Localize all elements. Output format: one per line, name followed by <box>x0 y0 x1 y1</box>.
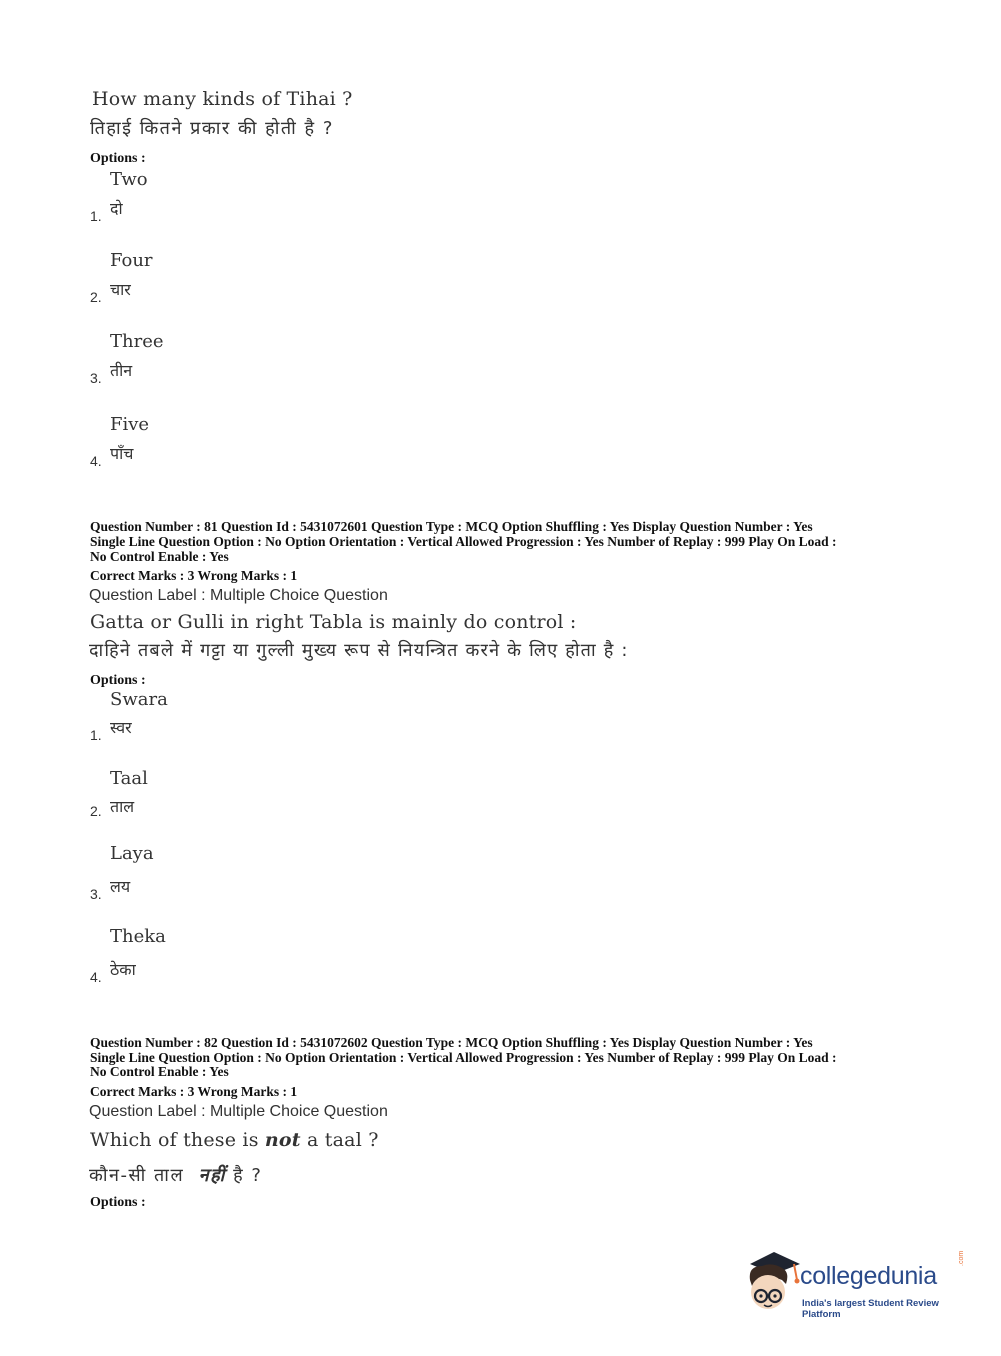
question-text: कौन-सी ताल <box>89 1165 185 1186</box>
question-text: Which of these is <box>90 1129 259 1151</box>
q81-options-label: Options : <box>90 673 146 688</box>
q81-question-label: Question Label : Multiple Choice Question <box>89 587 388 604</box>
brand-name: collegedunia <box>800 1262 937 1290</box>
option-number: 4. <box>90 969 102 985</box>
q82-meta-line-3: No Control Enable : Yes <box>90 1064 229 1079</box>
option-number: 1. <box>90 727 102 743</box>
option-hi: ठेका <box>110 960 136 979</box>
option-en: Laya <box>110 843 154 864</box>
q80-question-hi: तिहाई कितने प्रकार की होती है ? <box>90 118 334 139</box>
q81-question-en: Gatta or Gulli in right Tabla is mainly do control : <box>90 611 577 633</box>
option-hi: पाँच <box>110 444 134 463</box>
option-number: 3. <box>90 370 102 386</box>
option-hi: ताल <box>110 797 135 816</box>
option-en: Five <box>110 414 150 435</box>
brand-tagline: India's largest Student Review Platform <box>802 1298 939 1320</box>
option-en: Three <box>110 331 164 352</box>
question-text: a taal ? <box>307 1129 379 1151</box>
q81-meta-line-1: Question Number : 81 Question Id : 5431072601 Question Type : MCQ Option Shuffling : Yes Display Question Number : Yes <box>90 519 813 534</box>
option-en: Four <box>110 250 153 271</box>
option-hi: तीन <box>110 361 133 380</box>
option-number: 4. <box>90 453 102 469</box>
option-en: Taal <box>110 768 148 789</box>
option-hi: लय <box>110 877 131 896</box>
q81-meta-line-2: Single Line Question Option : No Option Orientation : Vertical Allowed Progression : Yes Number of Replay : 999 Play On Load : <box>90 534 837 549</box>
q80-question-en: How many kinds of Tihai ? <box>92 88 353 110</box>
q82-meta-line-2: Single Line Question Option : No Option Orientation : Vertical Allowed Progression : Yes Number of Replay : 999 Play On Load : <box>90 1050 837 1065</box>
option-hi: चार <box>110 280 131 299</box>
q82-question-en <box>90 1129 379 1151</box>
brand-logo <box>742 1250 972 1320</box>
brand-suffix: .com <box>958 1250 965 1266</box>
q82-question-label: Question Label : Multiple Choice Question <box>89 1103 388 1120</box>
q82-meta-line-1: Question Number : 82 Question Id : 5431072602 Question Type : MCQ Option Shuffling : Yes Display Question Number : Yes <box>90 1035 813 1050</box>
q82-options-label: Options : <box>90 1195 146 1210</box>
mascot-icon <box>742 1250 802 1320</box>
option-en: Theka <box>110 926 166 947</box>
q80-options-label: Options : <box>90 151 146 166</box>
question-text: है ? <box>233 1165 263 1186</box>
q82-marks: Correct Marks : 3 Wrong Marks : 1 <box>90 1084 298 1099</box>
option-number: 2. <box>90 803 102 819</box>
option-en: Two <box>110 169 148 190</box>
option-hi: दो <box>110 199 123 218</box>
option-number: 2. <box>90 289 102 305</box>
option-number: 1. <box>90 208 102 224</box>
option-en: Swara <box>110 689 168 710</box>
q81-meta-line-3: No Control Enable : Yes <box>90 549 229 564</box>
emphasis-not: not <box>264 1129 301 1151</box>
q81-question-hi: दाहिने तबले में गट्टा या गुल्ली मुख्य रूप से नियन्त्रित करने के लिए होता है : <box>89 640 629 661</box>
option-hi: स्वर <box>110 718 132 737</box>
option-number: 3. <box>90 886 102 902</box>
q82-question-hi <box>89 1163 262 1187</box>
emphasis-nahin: नहीं <box>198 1165 226 1186</box>
q81-marks: Correct Marks : 3 Wrong Marks : 1 <box>90 568 298 583</box>
